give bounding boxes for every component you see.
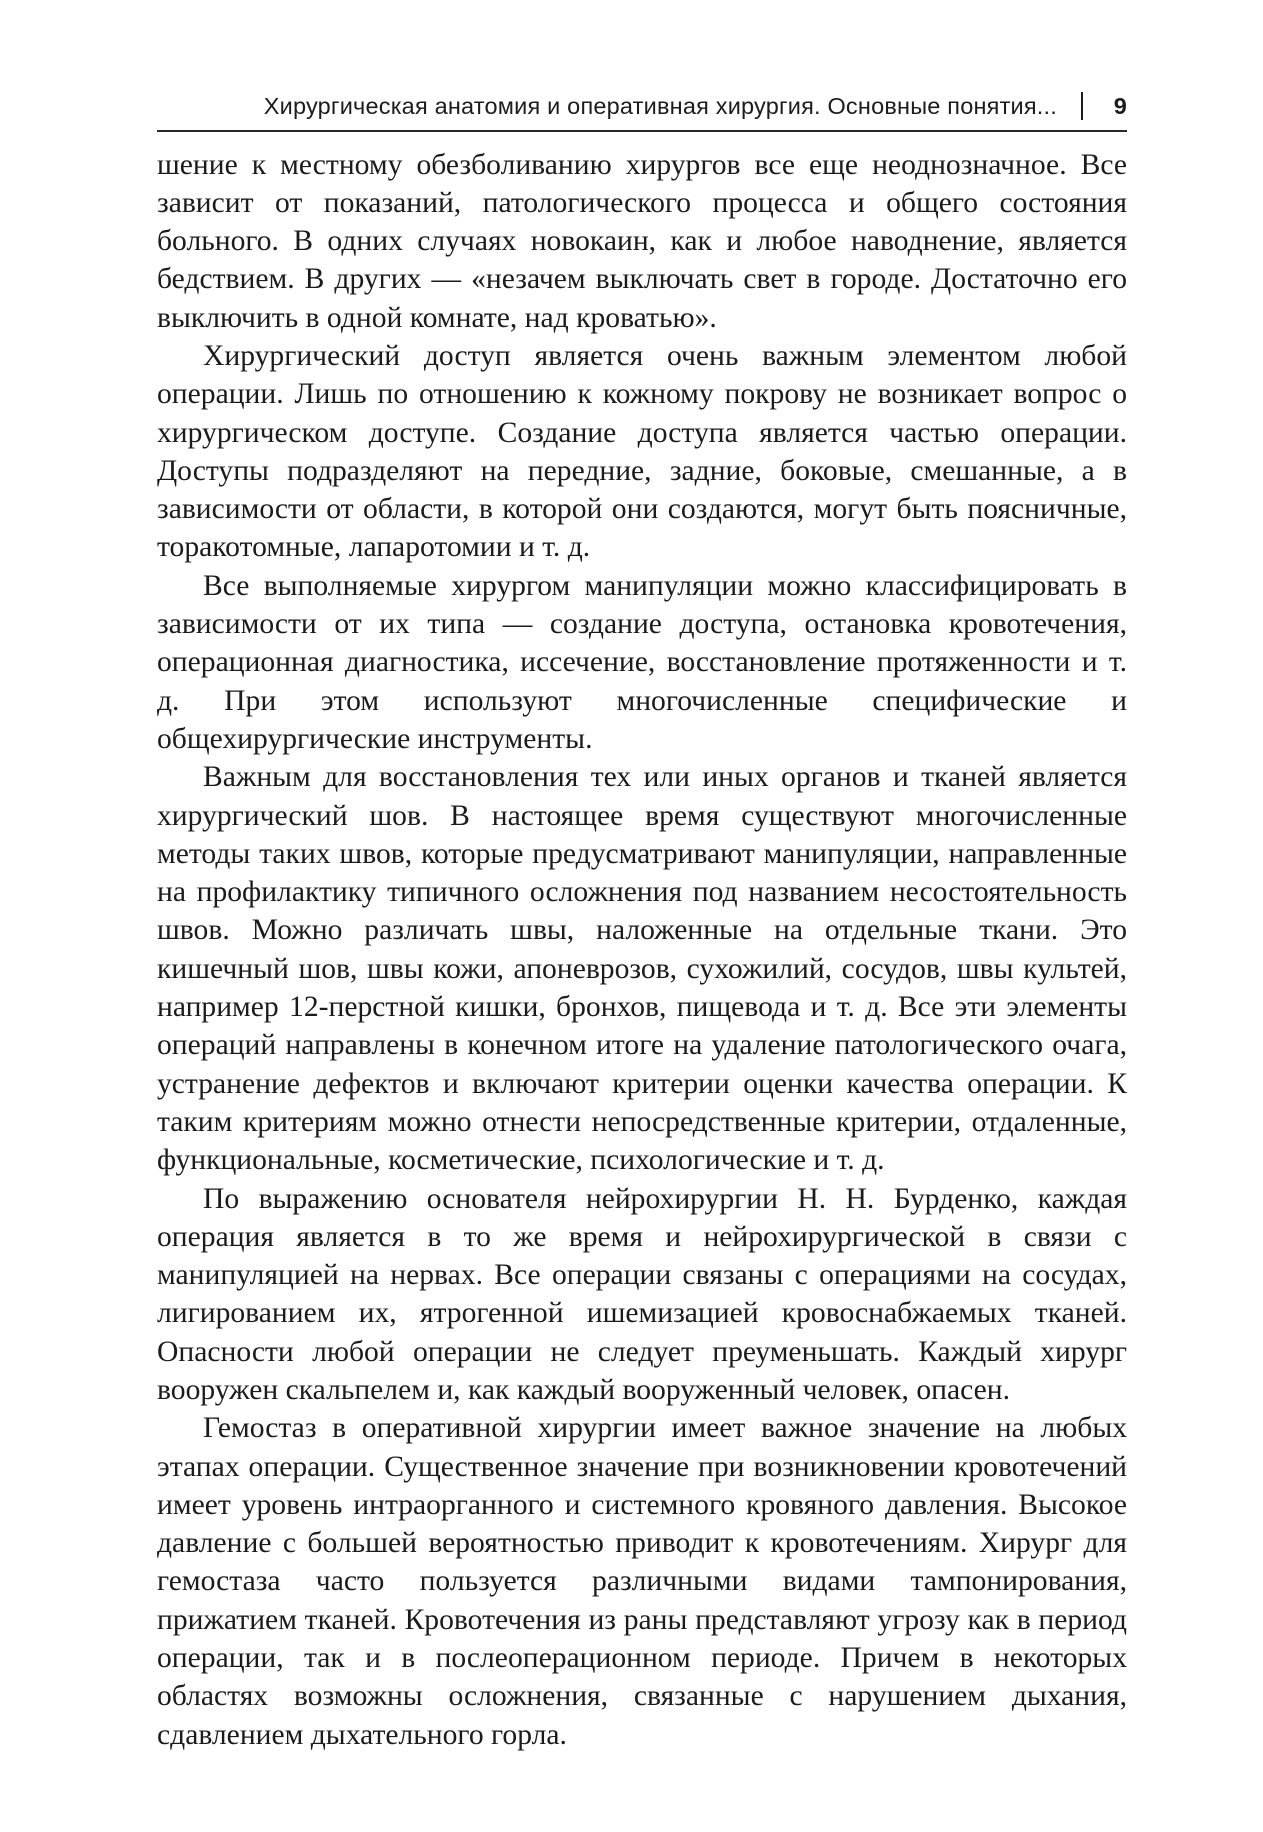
running-head bbox=[157, 86, 1127, 126]
paragraph: Гемостаз в оперативной хирургии имеет важное значение на любых этапах операции. Существенное значение при возникновении кровотечений имеет уровень интраорганного и системного кровяного давления. Высокое давление с большей вероятностью приводит к кровотечениям. Хирург для гемостаза часто пользуется различными видами тампонирования, прижатием тканей. Кровотечения из раны представляют угрозу как в период операции, так и в послеоперационном периоде. Причем в некоторых областях возможны осложнения, связанные с нарушением дыхания, сдавлением дыхательного горла. bbox=[157, 1412, 1127, 1751]
header-rule bbox=[157, 130, 1127, 132]
running-title: Хирургическая анатомия и оперативная хирургия. Основные понятия... bbox=[263, 92, 1057, 119]
page-number: 9 bbox=[1113, 92, 1127, 119]
paragraph: Важным для восстановления тех или иных органов и тканей является хирургический шов. В настоящее время существуют многочисленные методы таких швов, которые предусматривают манипуляции, направленные на профилактику типичного осложнения под названием несостоятельность швов. Можно различать швы, наложенные на отдельные ткани. Это кишечный шов, швы кожи, апоневрозов, сухожилий, сосудов, швы культей, например 12-перстной кишки, бронхов, пищевода и т. д. Все эти элементы операций направлены в конечном итоге на удаление патологического очага, устранение дефектов и включают критерии оценки качества операции. К таким критериям можно отнести непосредственные критерии, отдаленные, функциональные, косметические, психологические и т. д. bbox=[157, 761, 1127, 1177]
paragraph: Хирургический доступ является очень важным элементом любой операции. Лишь по отношению к кожному покрову не возникает вопрос о хирургическом доступе. Создание доступа является частью операции. Доступы подразделяют на передние, задние, боковые, смешанные, а в зависимости от области, в которой они создаются, могут быть поясничные, торакотомные, лапаротомии и т. д. bbox=[157, 339, 1127, 564]
body-text bbox=[157, 146, 1127, 1754]
paragraph: Все выполняемые хирургом манипуляции можно классифицировать в зависимости от их типа — создание доступа, остановка кровотечения, операционная диагностика, иссечение, восстановление протяженности и т. д. При этом используют многочисленные специфические и общехирургические инструменты. bbox=[157, 569, 1127, 755]
paragraph: По выражению основателя нейрохирургии Н. Н. Бурденко, каждая операция является в то же время и нейрохирургической в связи с манипуляцией на нервах. Все операции связаны с операциями на сосудах, лигированием их, ятрогенной ишемизацией кровоснабжаемых тканей. Опасности любой операции не следует преуменьшать. Каждый хирург вооружен скальпелем и, как каждый вооруженный человек, опасен. bbox=[157, 1182, 1127, 1406]
book-page bbox=[157, 86, 1127, 1754]
paragraph-continuation: шение к местному обезболиванию хирургов все еще неоднозначное. Все зависит от показаний, патологического процесса и общего состояния больного. В одних случаях новокаин, как и любое наводнение, является бедствием. В других — «незачем выключать свет в городе. Достаточно его выключить в одной комнате, над кроватью». bbox=[157, 148, 1127, 334]
header-separator bbox=[1081, 92, 1083, 120]
